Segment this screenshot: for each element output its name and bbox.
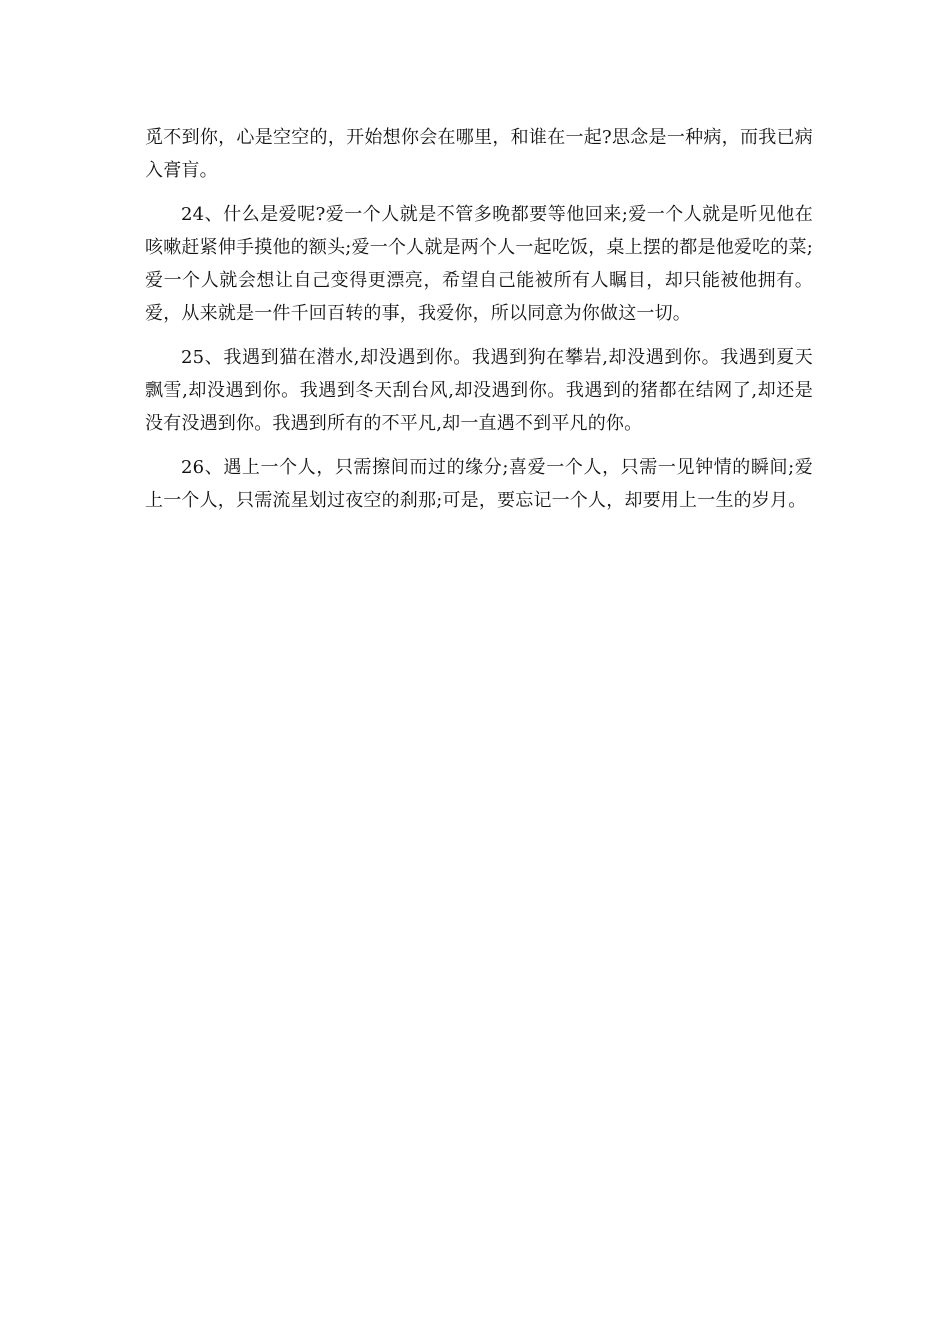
paragraph-continuation: 觅不到你，心是空空的，开始想你会在哪里，和谁在一起?思念是一种病，而我已病入膏肓。 [145, 127, 813, 181]
document-body [145, 121, 813, 528]
paragraph-25: 25、我遇到猫在潜水,却没遇到你。我遇到狗在攀岩,却没遇到你。我遇到夏天飘雪,却没遇到你。我遇到冬天刮台风,却没遇到你。我遇到的猪都在结网了,却还是没有没遇到你。我遇到所有的不平凡,却一直遇不到平凡的你。 [145, 347, 813, 434]
paragraph-26: 26、遇上一个人，只需擦间而过的缘分;喜爱一个人，只需一见钟情的瞬间;爱上一个人，只需流星划过夜空的刹那;可是，要忘记一个人，却要用上一生的岁月。 [145, 457, 813, 511]
paragraph-24: 24、什么是爱呢?爱一个人就是不管多晚都要等他回来;爱一个人就是听见他在咳嗽赶紧伸手摸他的额头;爱一个人就是两个人一起吃饭，桌上摆的都是他爱吃的菜;爱一个人就会想让自己变得更漂亮，希望自己能被所有人瞩目，却只能被他拥有。爱，从来就是一件千回百转的事，我爱你，所以同意为你做这一切。 [145, 204, 813, 324]
